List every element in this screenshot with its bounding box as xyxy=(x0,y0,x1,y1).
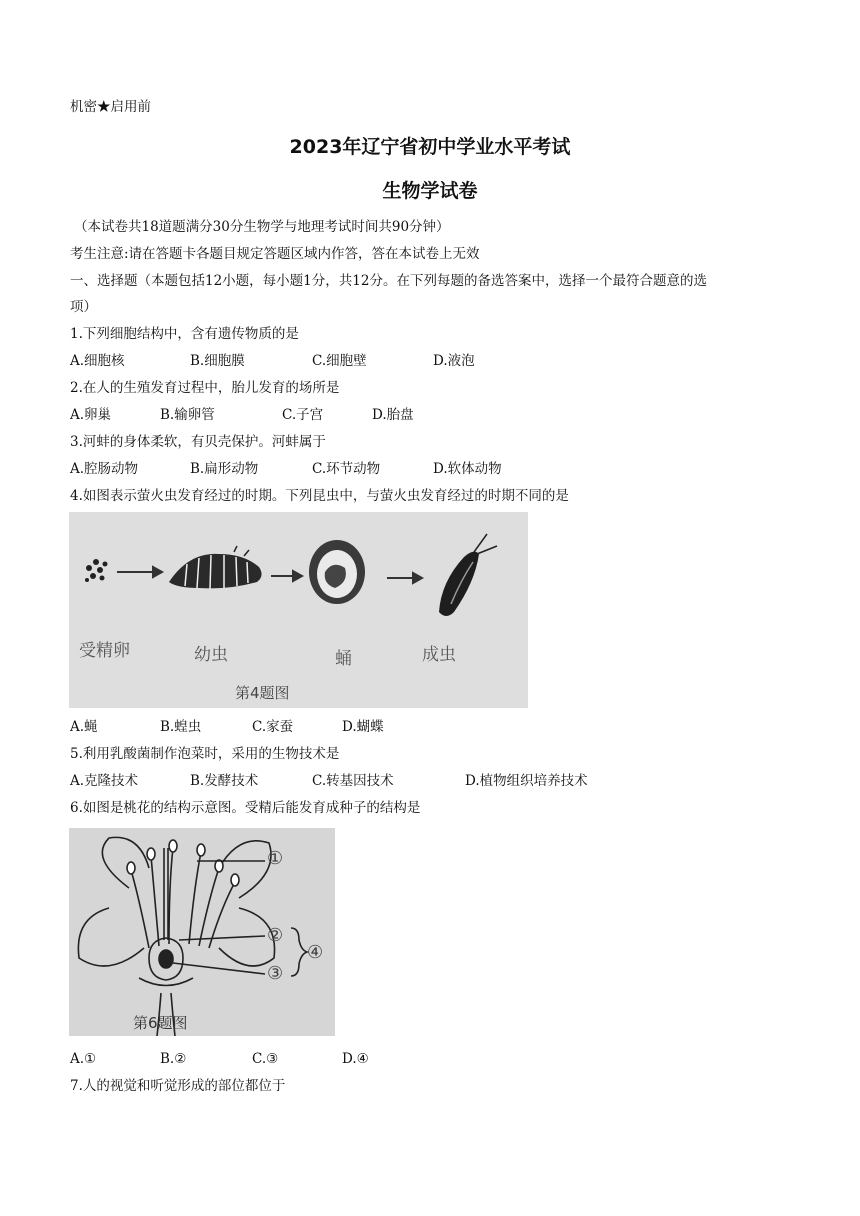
peach-flower-figure xyxy=(69,828,335,1036)
label-adult: 成虫 xyxy=(422,645,456,665)
exam-info: （本试卷共18道题满分30分生物学与地理考试时间共90分钟） xyxy=(74,219,450,235)
marker-3: ③ xyxy=(267,963,284,984)
q1-option-d: D.液泡 xyxy=(433,353,475,369)
q3-option-b: B.扁形动物 xyxy=(190,461,259,477)
q3-option-a: A.腔肠动物 xyxy=(70,461,139,477)
q4-option-d: D.蝴蝶 xyxy=(342,719,384,735)
q5-option-c: C.转基因技术 xyxy=(312,773,394,789)
figure-6-caption: 第6题图 xyxy=(133,1014,188,1032)
q2-option-d: D.胎盘 xyxy=(372,407,414,423)
q6-option-d: D.④ xyxy=(342,1051,369,1067)
question-3-stem: 3.河蚌的身体柔软，有贝壳保护。河蚌属于 xyxy=(70,434,326,450)
q5-option-b: B.发酵技术 xyxy=(190,773,259,789)
label-fertilized-egg: 受精卵 xyxy=(79,641,130,661)
pupa-icon xyxy=(309,540,365,604)
q2-option-a: A.卵巢 xyxy=(70,407,112,423)
question-5-stem: 5.利用乳酸菌制作泡菜时，采用的生物技术是 xyxy=(70,746,340,762)
marker-4: ④ xyxy=(307,942,324,963)
q1-option-b: B.细胞膜 xyxy=(190,353,245,369)
q5-option-d: D.植物组织培养技术 xyxy=(465,773,588,789)
firefly-lifecycle-figure xyxy=(69,512,528,708)
q6-option-a: A.① xyxy=(70,1051,97,1067)
q5-option-a: A.克隆技术 xyxy=(70,773,139,789)
q1-option-a: A.细胞核 xyxy=(70,353,125,369)
exam-subtitle: 生物学试卷 xyxy=(382,180,478,202)
question-7-stem: 7.人的视觉和听觉形成的部位都位于 xyxy=(70,1078,286,1094)
q4-option-c: C.家蚕 xyxy=(252,719,294,735)
confidential-label: 机密★启用前 xyxy=(70,99,151,115)
exam-title: 2023年辽宁省初中学业水平考试 xyxy=(289,136,571,158)
q4-option-a: A.蝇 xyxy=(70,719,98,735)
exam-attention: 考生注意:请在答题卡各题目规定答题区域内作答，答在本试卷上无效 xyxy=(70,246,480,262)
q4-option-b: B.蝗虫 xyxy=(160,719,202,735)
section-heading: 一、选择题（本题包括12小题，每小题1分，共12分。在下列每题的备选答案中，选择一个最符合题意的选 xyxy=(70,273,707,289)
label-pupa: 蛹 xyxy=(335,649,352,669)
question-6-stem: 6.如图是桃花的结构示意图。受精后能发育成种子的结构是 xyxy=(70,800,421,816)
marker-2: ② xyxy=(267,925,284,946)
question-1-stem: 1.下列细胞结构中，含有遗传物质的是 xyxy=(70,326,299,342)
question-2-stem: 2.在人的生殖发育过程中，胎儿发育的场所是 xyxy=(70,380,340,396)
question-4-stem: 4.如图表示萤火虫发育经过的时期。下列昆虫中，与萤火虫发育经过的时期不同的是 xyxy=(70,488,569,504)
q3-option-c: C.环节动物 xyxy=(312,461,381,477)
marker-1: ① xyxy=(267,848,284,869)
q6-option-b: B.② xyxy=(160,1051,187,1067)
q6-option-c: C.③ xyxy=(252,1051,279,1067)
label-larva: 幼虫 xyxy=(194,645,228,665)
q2-option-c: C.子宫 xyxy=(282,407,324,423)
q1-option-c: C.细胞壁 xyxy=(312,353,367,369)
section-heading-cont: 项） xyxy=(70,299,97,315)
figure-4-caption: 第4题图 xyxy=(235,684,290,702)
q3-option-d: D.软体动物 xyxy=(433,461,502,477)
q2-option-b: B.输卵管 xyxy=(160,407,215,423)
